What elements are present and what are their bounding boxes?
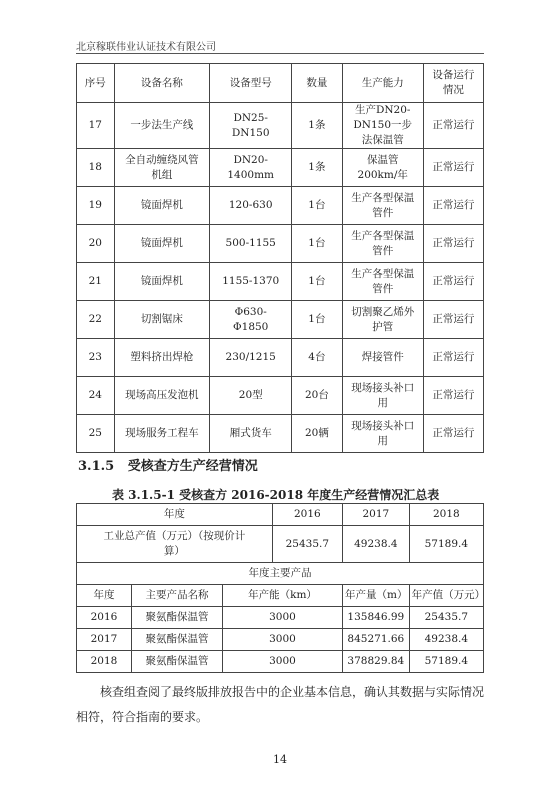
quantity-cell: 1台	[292, 301, 343, 339]
equipment-name-cell: 全自动缠绕风管机组	[114, 149, 210, 187]
table-row	[77, 149, 484, 187]
col-header-qty: 数量	[292, 64, 343, 103]
table-row	[77, 225, 484, 263]
status-cell: 正常运行	[423, 301, 483, 339]
equipment-model-cell: 20型	[210, 377, 292, 415]
capacity-cell: 生产各型保温管件	[342, 263, 423, 301]
capacity-cell: 焊接管件	[342, 339, 423, 377]
output-value-cell: 57189.4	[409, 526, 483, 563]
row-number-cell: 19	[77, 187, 115, 225]
value-cell: 25435.7	[409, 607, 483, 629]
row-number-cell: 18	[77, 149, 115, 187]
output-value-cell: 25435.7	[272, 526, 342, 563]
table-row	[77, 585, 484, 607]
quantity-cell: 1台	[292, 187, 343, 225]
quantity-cell: 1条	[292, 149, 343, 187]
table-row	[77, 263, 484, 301]
col-header-capacity: 生产能力	[342, 64, 423, 103]
capacity-cell: 现场接头补口用	[342, 415, 423, 453]
output-label-cell: 工业总产值（万元）（按现价计算）	[77, 526, 273, 563]
equipment-model-cell: 厢式货车	[210, 415, 292, 453]
volume-cell: 135846.99	[342, 607, 409, 629]
year-cell: 2018	[409, 504, 483, 526]
year-cell: 2016	[272, 504, 342, 526]
quantity-cell: 20辆	[292, 415, 343, 453]
year-label-cell: 年度	[77, 504, 273, 526]
capacity-cell: 保温管200km/年	[342, 149, 423, 187]
equipment-table-header	[77, 64, 484, 103]
capacity-cell: 切割聚乙烯外护管	[342, 301, 423, 339]
row-number-cell: 22	[77, 301, 115, 339]
row-number-cell: 20	[77, 225, 115, 263]
capacity-cell: 3000	[223, 651, 343, 673]
capacity-cell: 生产各型保温管件	[342, 187, 423, 225]
equipment-name-cell: 镜面焊机	[114, 187, 210, 225]
production-table	[76, 503, 484, 673]
equipment-model-cell: DN20-1400mm	[210, 149, 292, 187]
sub-header-year: 年度	[77, 585, 132, 607]
equipment-name-cell: 切割锯床	[114, 301, 210, 339]
status-cell: 正常运行	[423, 415, 483, 453]
year-cell: 2017	[342, 504, 409, 526]
quantity-cell: 20台	[292, 377, 343, 415]
table-row	[77, 651, 484, 673]
equipment-model-cell: 1155-1370	[210, 263, 292, 301]
value-cell: 49238.4	[409, 629, 483, 651]
col-header-no: 序号	[77, 64, 115, 103]
equipment-name-cell: 现场高压发泡机	[114, 377, 210, 415]
quantity-cell: 1台	[292, 263, 343, 301]
year-cell: 2016	[77, 607, 132, 629]
page-number: 14	[273, 753, 287, 766]
equipment-model-cell: 230/1215	[210, 339, 292, 377]
capacity-cell: 3000	[223, 607, 343, 629]
status-cell: 正常运行	[423, 263, 483, 301]
section-heading	[78, 455, 258, 474]
table-row	[77, 563, 484, 585]
status-cell: 正常运行	[423, 187, 483, 225]
product-cell: 聚氨酯保温管	[132, 629, 223, 651]
quantity-cell: 1台	[292, 225, 343, 263]
equipment-name-cell: 镜面焊机	[114, 225, 210, 263]
status-cell: 正常运行	[423, 149, 483, 187]
table-row	[77, 103, 484, 149]
volume-cell: 378829.84	[342, 651, 409, 673]
capacity-cell: 现场接头补口用	[342, 377, 423, 415]
table-row	[77, 187, 484, 225]
row-number-cell: 25	[77, 415, 115, 453]
status-cell: 正常运行	[423, 339, 483, 377]
row-number-cell: 21	[77, 263, 115, 301]
table-row	[77, 607, 484, 629]
page-header: 北京稼联伟业认证技术有限公司	[76, 42, 216, 53]
table-caption: 表 3.1.5-1 受核查方 2016-2018 年度生产经营情况汇总表	[112, 488, 440, 502]
year-cell: 2017	[77, 629, 132, 651]
year-cell: 2018	[77, 651, 132, 673]
capacity-cell: 生产DN20-DN150一步法保温管	[342, 103, 423, 149]
header-divider	[76, 53, 484, 54]
equipment-model-cell: 500-1155	[210, 225, 292, 263]
sub-header-volume: 年产量（m）	[342, 585, 409, 607]
section-number: 3.1.5	[78, 459, 115, 474]
col-header-name: 设备名称	[114, 64, 210, 103]
equipment-name-cell: 一步法生产线	[114, 103, 210, 149]
quantity-cell: 4台	[292, 339, 343, 377]
equipment-model-cell: Φ630-Φ1850	[210, 301, 292, 339]
sub-header-value: 年产值（万元）	[409, 585, 483, 607]
main-products-label: 年度主要产品	[77, 563, 484, 585]
status-cell: 正常运行	[423, 103, 483, 149]
table-row	[77, 504, 484, 526]
row-number-cell: 24	[77, 377, 115, 415]
equipment-table	[76, 63, 484, 453]
volume-cell: 845271.66	[342, 629, 409, 651]
equipment-model-cell: 120-630	[210, 187, 292, 225]
col-header-model: 设备型号	[210, 64, 292, 103]
section-title: 受核查方生产经营情况	[127, 459, 258, 474]
equipment-name-cell: 塑料挤出焊枪	[114, 339, 210, 377]
status-cell: 正常运行	[423, 225, 483, 263]
capacity-cell: 生产各型保温管件	[342, 225, 423, 263]
col-header-status: 设备运行情况	[423, 64, 483, 103]
product-cell: 聚氨酯保温管	[132, 607, 223, 629]
equipment-model-cell: DN25-DN150	[210, 103, 292, 149]
equipment-name-cell: 现场服务工程车	[114, 415, 210, 453]
body-paragraph: 核查组查阅了最终版排放报告中的企业基本信息，确认其数据与实际情况相符，符合指南的要求。	[76, 685, 485, 724]
status-cell: 正常运行	[423, 377, 483, 415]
output-value-cell: 49238.4	[342, 526, 409, 563]
equipment-name-cell: 镜面焊机	[114, 263, 210, 301]
row-number-cell: 17	[77, 103, 115, 149]
table-row	[77, 339, 484, 377]
table-row	[77, 415, 484, 453]
table-row	[77, 526, 484, 563]
table-row	[77, 377, 484, 415]
quantity-cell: 1条	[292, 103, 343, 149]
table-row	[77, 629, 484, 651]
sub-header-capacity: 年产能（km）	[223, 585, 343, 607]
sub-header-product: 主要产品名称	[132, 585, 223, 607]
product-cell: 聚氨酯保温管	[132, 651, 223, 673]
row-number-cell: 23	[77, 339, 115, 377]
capacity-cell: 3000	[223, 629, 343, 651]
value-cell: 57189.4	[409, 651, 483, 673]
table-row	[77, 301, 484, 339]
